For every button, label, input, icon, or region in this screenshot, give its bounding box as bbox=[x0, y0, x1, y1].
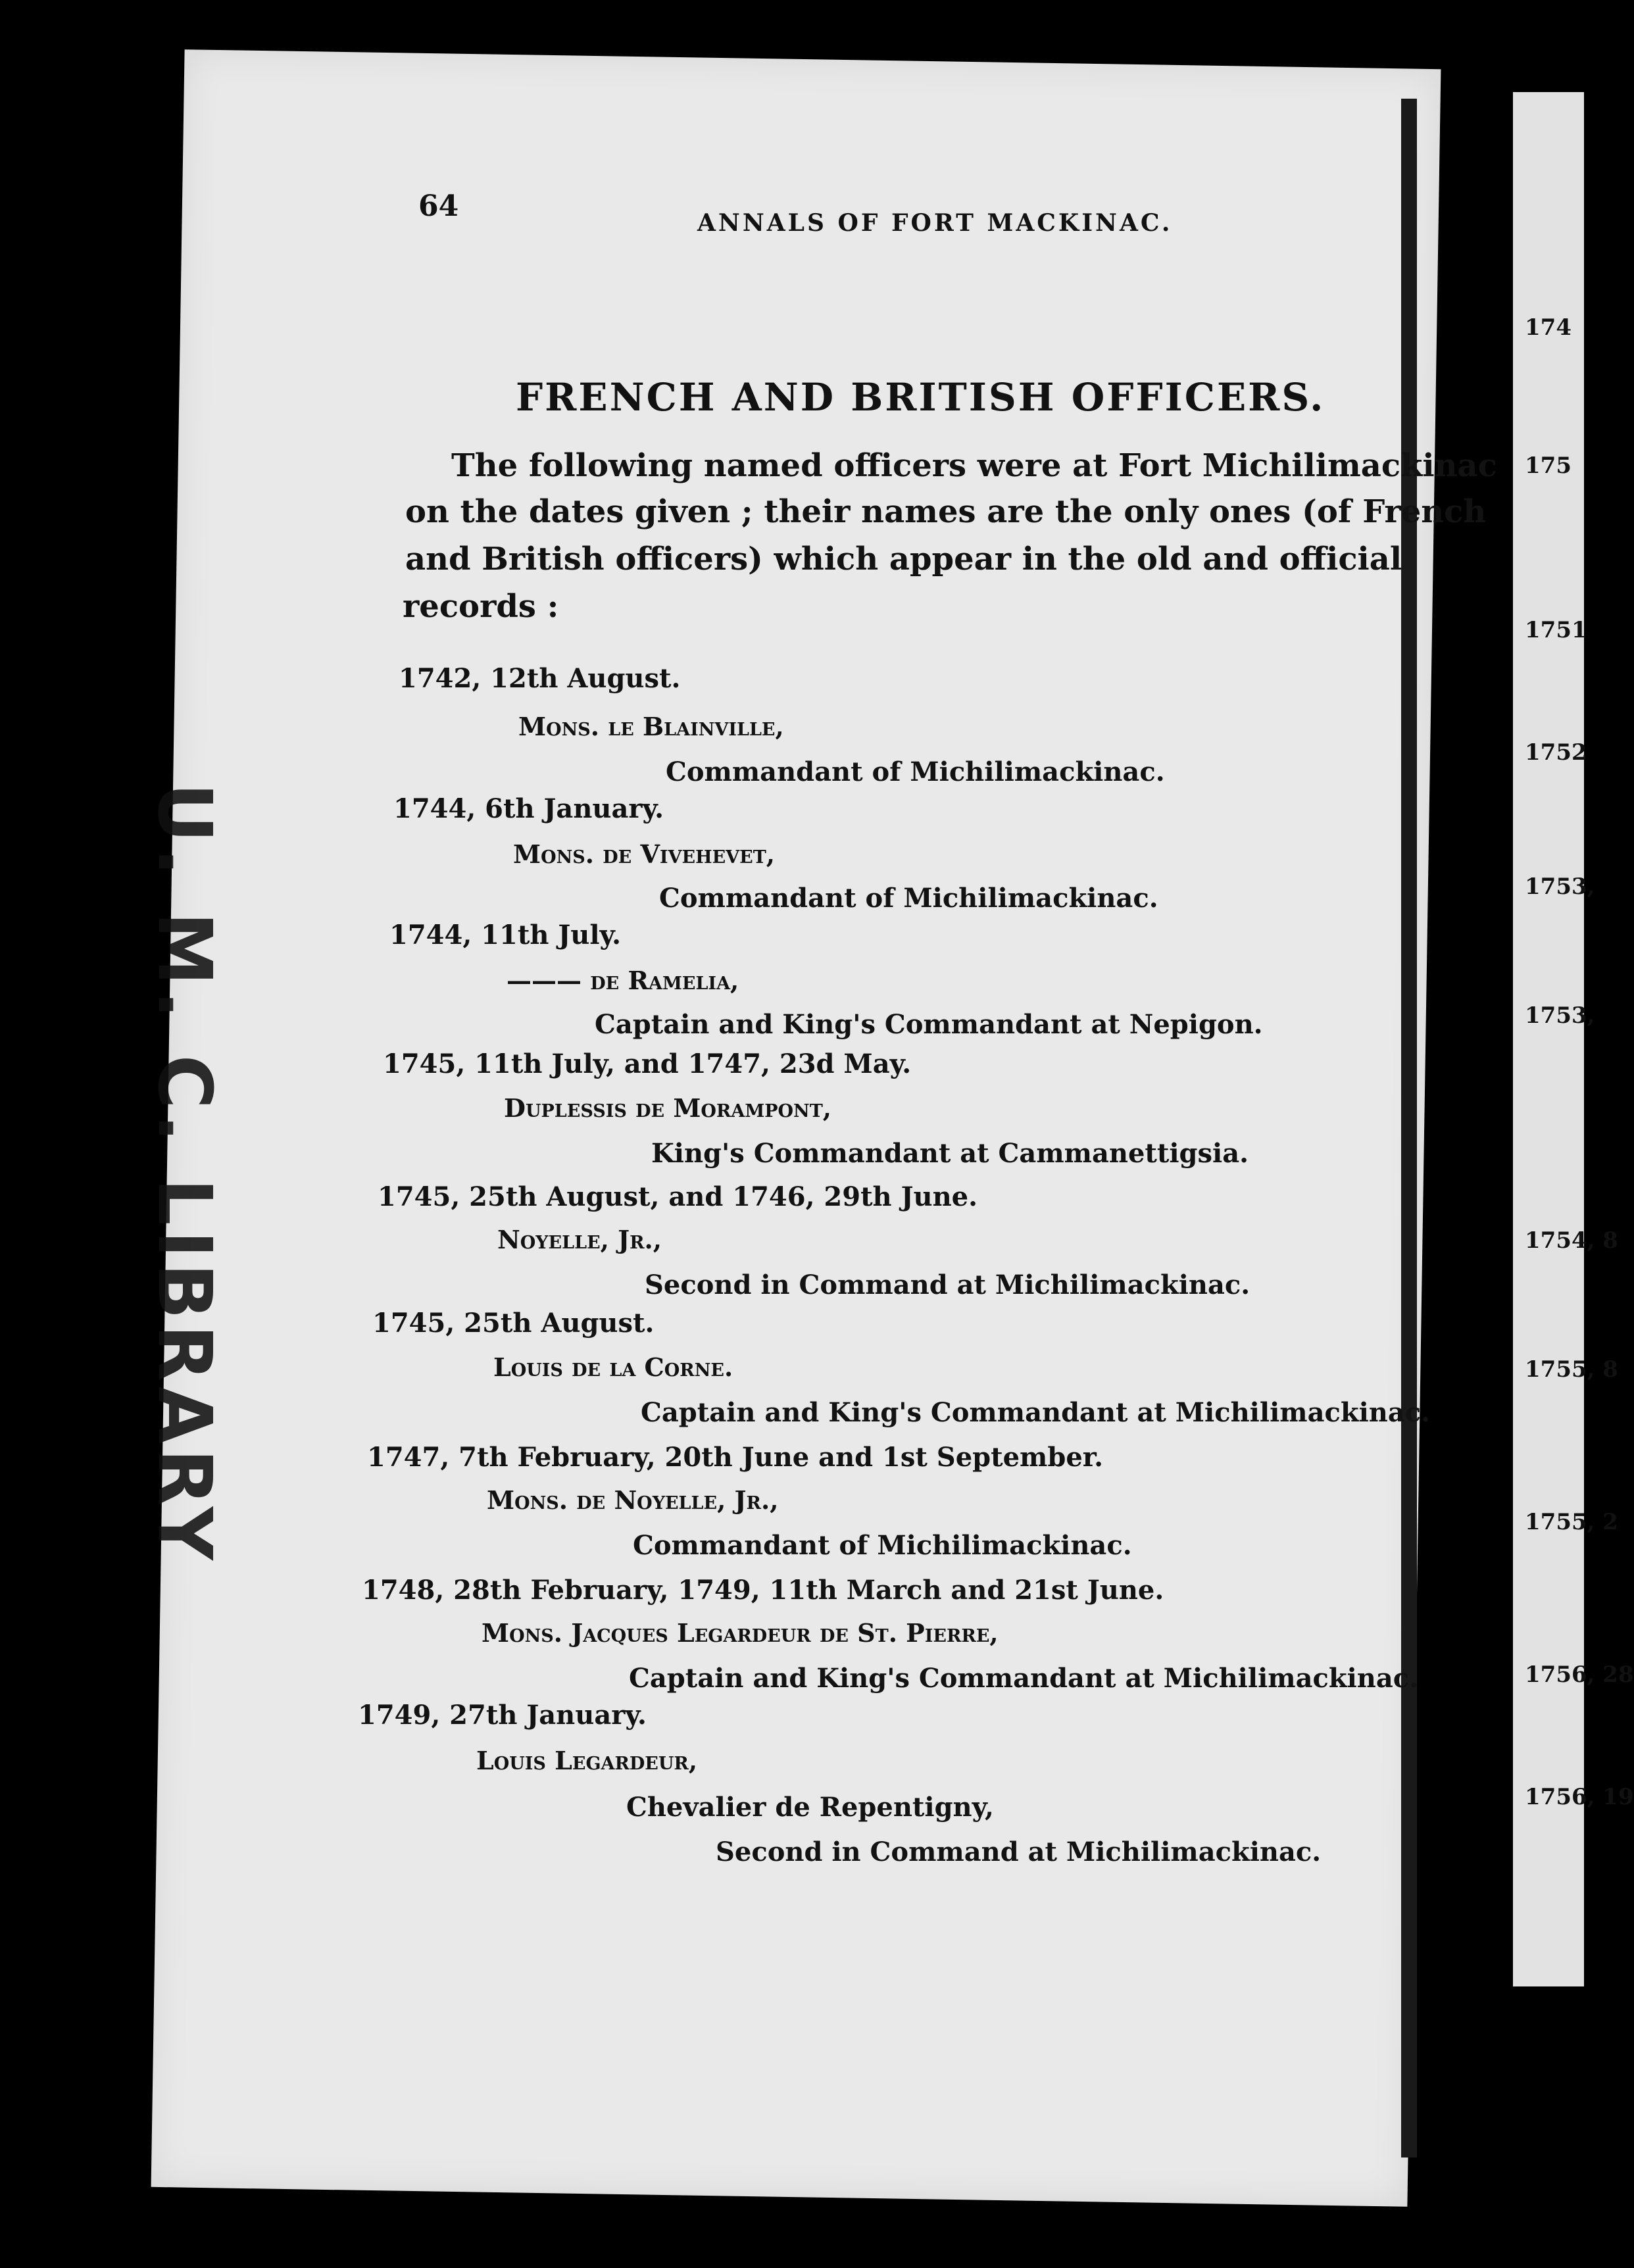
section-title: FRENCH AND BRITISH OFFICERS. bbox=[516, 375, 1325, 420]
officer-name: Mons. de Noyelle, Jr., bbox=[487, 1485, 779, 1515]
entry-date: 1747, 7th February, 20th June and 1st September. bbox=[367, 1442, 1104, 1473]
intro-line: records : bbox=[403, 588, 559, 625]
adjacent-page-date: 1756, 19 bbox=[1525, 1784, 1634, 1810]
book-page bbox=[151, 49, 1441, 2207]
library-stamp-text: U. M. C. LIBRARY bbox=[141, 783, 228, 1565]
page-number: 64 bbox=[418, 189, 459, 223]
adjacent-page bbox=[1513, 92, 1584, 1986]
officer-role: Captain and King's Commandant at Michilimackinac. bbox=[629, 1663, 1419, 1694]
officer-role: Commandant of Michilimackinac. bbox=[633, 1530, 1132, 1561]
officer-name: Louis de la Corne. bbox=[493, 1352, 733, 1382]
running-title: ANNALS OF FORT MACKINAC. bbox=[697, 209, 1173, 237]
officer-role: Chevalier de Repentigny, bbox=[626, 1792, 994, 1823]
officer-role: King's Commandant at Cammanettigsia. bbox=[651, 1138, 1249, 1169]
entry-date: 1742, 12th August. bbox=[399, 663, 681, 694]
adjacent-page-date: 1755, 2 bbox=[1525, 1509, 1618, 1535]
adjacent-page-date: 1754, 8 bbox=[1525, 1227, 1618, 1254]
adjacent-page-date: 175 bbox=[1525, 453, 1572, 479]
entry-date: 1745, 11th July, and 1747, 23d May. bbox=[383, 1048, 912, 1079]
officer-name: Mons. le Blainville, bbox=[518, 712, 784, 741]
intro-line: and British officers) which appear in the old and official bbox=[405, 541, 1402, 578]
officer-name: Louis Legardeur, bbox=[476, 1746, 698, 1775]
officer-role: Captain and King's Commandant at Nepigon. bbox=[595, 1009, 1263, 1040]
adjacent-page-date: 1756, 28 bbox=[1525, 1662, 1634, 1688]
officer-name: Mons. de Vivehevet, bbox=[513, 839, 776, 869]
officer-role: Captain and King's Commandant at Michilimackinac. bbox=[641, 1397, 1431, 1428]
library-stamp bbox=[138, 783, 230, 1565]
entry-date: 1744, 11th July. bbox=[389, 920, 622, 950]
adjacent-page-date: 174 bbox=[1525, 314, 1572, 341]
adjacent-page-date: 1753, bbox=[1525, 1002, 1595, 1029]
entry-date: 1748, 28th February, 1749, 11th March and 21st June. bbox=[362, 1575, 1164, 1606]
adjacent-page-date: 1755, 8 bbox=[1525, 1356, 1618, 1383]
entry-date: 1745, 25th August. bbox=[372, 1308, 655, 1339]
officer-name: Noyelle, Jr., bbox=[497, 1225, 662, 1254]
intro-line: The following named officers were at Fort Michilimackinac bbox=[451, 447, 1497, 484]
entry-date: 1749, 27th January. bbox=[358, 1700, 647, 1731]
officer-role: Commandant of Michilimackinac. bbox=[666, 756, 1165, 787]
entry-date: 1745, 25th August, and 1746, 29th June. bbox=[378, 1181, 978, 1212]
officer-name: ——— de Ramelia, bbox=[507, 966, 739, 995]
intro-line: on the dates given ; their names are the only ones (of French bbox=[405, 493, 1487, 530]
officer-role: Second in Command at Michilimackinac. bbox=[645, 1270, 1250, 1300]
officer-role: Second in Command at Michilimackinac. bbox=[716, 1837, 1322, 1867]
adjacent-page-date: 1753, bbox=[1525, 874, 1595, 900]
page-edge-shadow bbox=[1401, 99, 1417, 2157]
officer-role: Commandant of Michilimackinac. bbox=[659, 883, 1158, 914]
officer-name: Mons. Jacques Legardeur de St. Pierre, bbox=[482, 1618, 999, 1648]
officer-name: Duplessis de Morampont, bbox=[504, 1093, 832, 1123]
adjacent-page-date: 1751 bbox=[1525, 617, 1587, 643]
adjacent-page-date: 1752 bbox=[1525, 739, 1587, 766]
entry-date: 1744, 6th January. bbox=[393, 793, 664, 824]
